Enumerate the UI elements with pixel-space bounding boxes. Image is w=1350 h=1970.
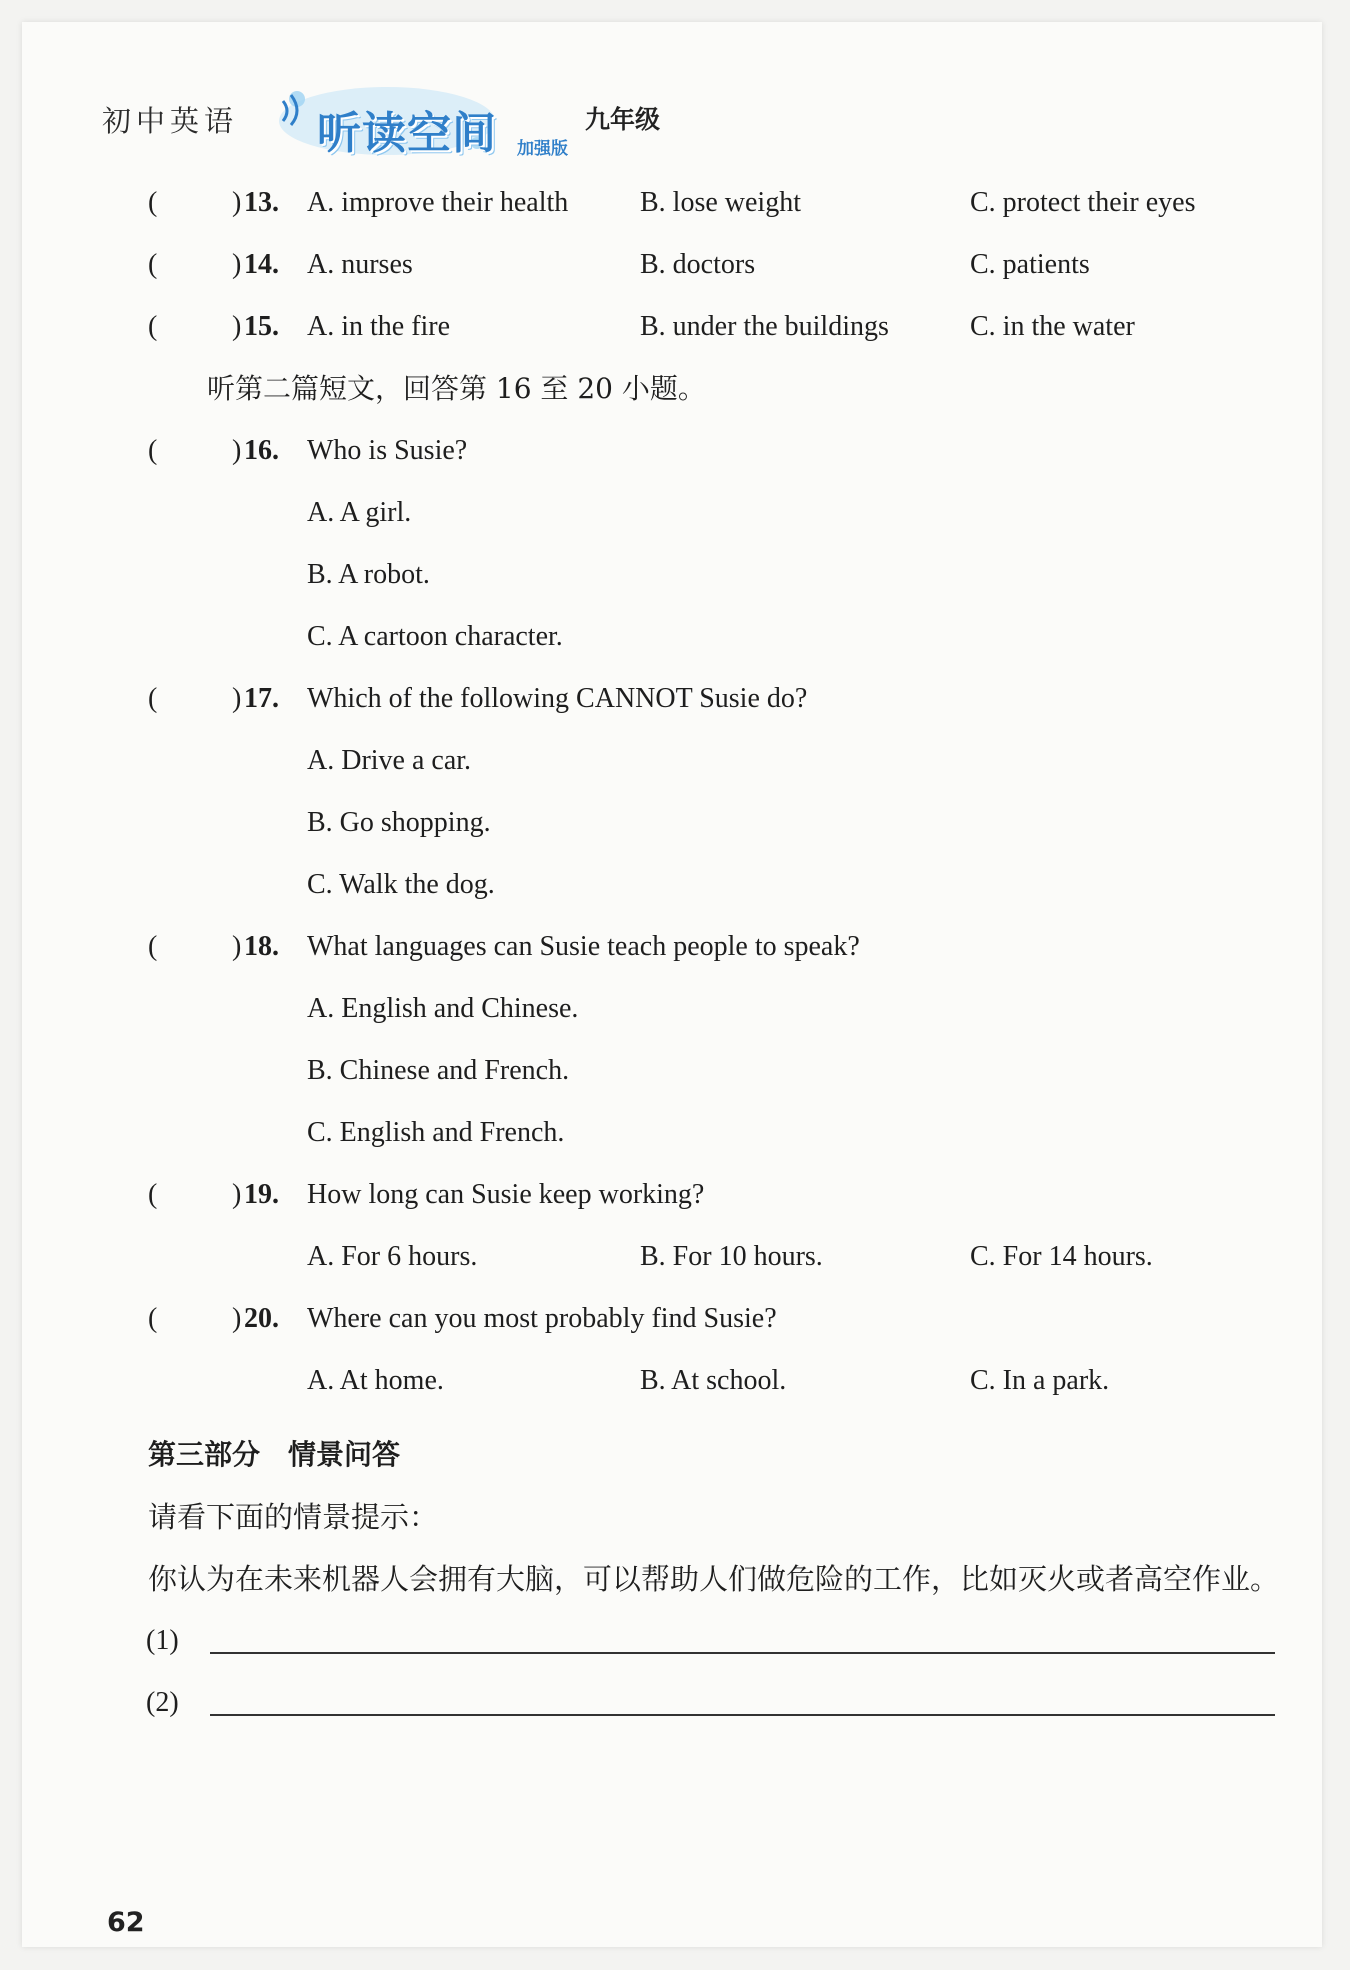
option-a: A. nurses <box>307 249 413 280</box>
answer-label: (1) <box>146 1625 179 1656</box>
question-row-20 <box>122 1288 1282 1350</box>
question-text: Who is Susie? <box>307 435 468 466</box>
answer-bracket-close: ) <box>232 931 242 962</box>
option-row <box>122 854 1282 916</box>
option-row <box>122 544 1282 606</box>
option-b: B. At school. <box>640 1365 787 1396</box>
option-b: B. under the buildings <box>640 311 889 342</box>
question-number: 18. <box>244 931 279 962</box>
answer-blank[interactable] <box>210 1652 1275 1654</box>
question-text: How long can Susie keep working? <box>307 1179 705 1210</box>
answer-bracket-close: ) <box>232 311 242 342</box>
option-b: B. Chinese and French. <box>307 1055 570 1086</box>
option-c: C. English and French. <box>307 1117 565 1148</box>
option-b: B. doctors <box>640 249 756 280</box>
question-row-18 <box>122 916 1282 978</box>
grade-label: 九年级 <box>585 105 661 134</box>
question-row-14 <box>122 234 1282 296</box>
page-number: 62 <box>107 1907 145 1938</box>
option-b: B. Go shopping. <box>307 807 491 838</box>
question-number: 19. <box>244 1179 279 1210</box>
option-a: A. English and Chinese. <box>307 993 579 1024</box>
option-b: B. For 10 hours. <box>640 1241 823 1272</box>
workbook-page <box>22 22 1322 1947</box>
answer-bracket-open: ( <box>148 931 158 962</box>
answer-bracket-open: ( <box>148 1303 158 1334</box>
option-a: A. improve their health <box>307 187 569 218</box>
part-three-title: 第三部分 情景问答 <box>148 1438 401 1471</box>
option-row <box>122 1226 1282 1288</box>
option-row <box>122 792 1282 854</box>
option-row <box>122 978 1282 1040</box>
option-a: A. in the fire <box>307 311 451 342</box>
page-header <box>77 77 677 167</box>
scenario-text: 你认为在未来机器人会拥有大脑，可以帮助人们做危险的工作，比如灭火或者高空作业。 <box>148 1562 1280 1596</box>
option-row <box>122 482 1282 544</box>
answer-label: (2) <box>146 1687 179 1718</box>
option-c: C. in the water <box>970 311 1135 342</box>
answer-bracket-close: ) <box>232 683 242 714</box>
option-c: C. patients <box>970 249 1090 280</box>
option-c: C. Walk the dog. <box>307 869 495 900</box>
answer-bracket-close: ) <box>232 249 242 280</box>
section-instruction: 听第二篇短文，回答第 16 至 20 小题。 <box>207 372 706 405</box>
option-row <box>122 606 1282 668</box>
option-row <box>122 1102 1282 1164</box>
question-row-15 <box>122 296 1282 358</box>
answer-bracket-close: ) <box>232 187 242 218</box>
question-row-13 <box>122 172 1282 234</box>
option-c: C. For 14 hours. <box>970 1241 1153 1272</box>
option-a: A. Drive a car. <box>307 745 472 776</box>
question-number: 17. <box>244 683 279 714</box>
scenario-prompt: 请看下面的情景提示： <box>148 1500 439 1534</box>
question-row-16 <box>122 420 1282 482</box>
answer-bracket-open: ( <box>148 683 158 714</box>
option-row <box>122 730 1282 792</box>
answer-blank[interactable] <box>210 1714 1275 1716</box>
question-text: Where can you most probably find Susie? <box>307 1303 777 1334</box>
answer-bracket-open: ( <box>148 1179 158 1210</box>
question-text: Which of the following CANNOT Susie do? <box>307 683 808 714</box>
answer-bracket-open: ( <box>148 249 158 280</box>
answer-bracket-open: ( <box>148 435 158 466</box>
answer-line-2[interactable] <box>122 1672 1282 1734</box>
series-title: 听读空间 <box>317 108 497 159</box>
option-c: C. In a park. <box>970 1365 1110 1396</box>
answer-bracket-open: ( <box>148 311 158 342</box>
option-c: C. protect their eyes <box>970 187 1196 218</box>
option-a: A. A girl. <box>307 497 412 528</box>
edition-label: 加强版 <box>517 139 568 159</box>
option-b: B. lose weight <box>640 187 801 218</box>
option-c: C. A cartoon character. <box>307 621 563 652</box>
answer-bracket-close: ) <box>232 1179 242 1210</box>
course-title: 初中英语 <box>102 104 239 138</box>
option-a: A. For 6 hours. <box>307 1241 478 1272</box>
question-number: 15. <box>244 311 279 342</box>
answer-bracket-close: ) <box>232 435 242 466</box>
question-number: 13. <box>244 187 279 218</box>
option-b: B. A robot. <box>307 559 430 590</box>
question-number: 14. <box>244 249 279 280</box>
option-a: A. At home. <box>307 1365 444 1396</box>
question-text: What languages can Susie teach people to speak? <box>307 931 860 962</box>
option-row <box>122 1040 1282 1102</box>
question-row-17 <box>122 668 1282 730</box>
question-content <box>122 172 1282 1734</box>
answer-bracket-open: ( <box>148 187 158 218</box>
answer-line-1[interactable] <box>122 1610 1282 1672</box>
question-row-19 <box>122 1164 1282 1226</box>
answer-bracket-close: ) <box>232 1303 242 1334</box>
question-number: 20. <box>244 1303 279 1334</box>
question-number: 16. <box>244 435 279 466</box>
option-row <box>122 1350 1282 1412</box>
